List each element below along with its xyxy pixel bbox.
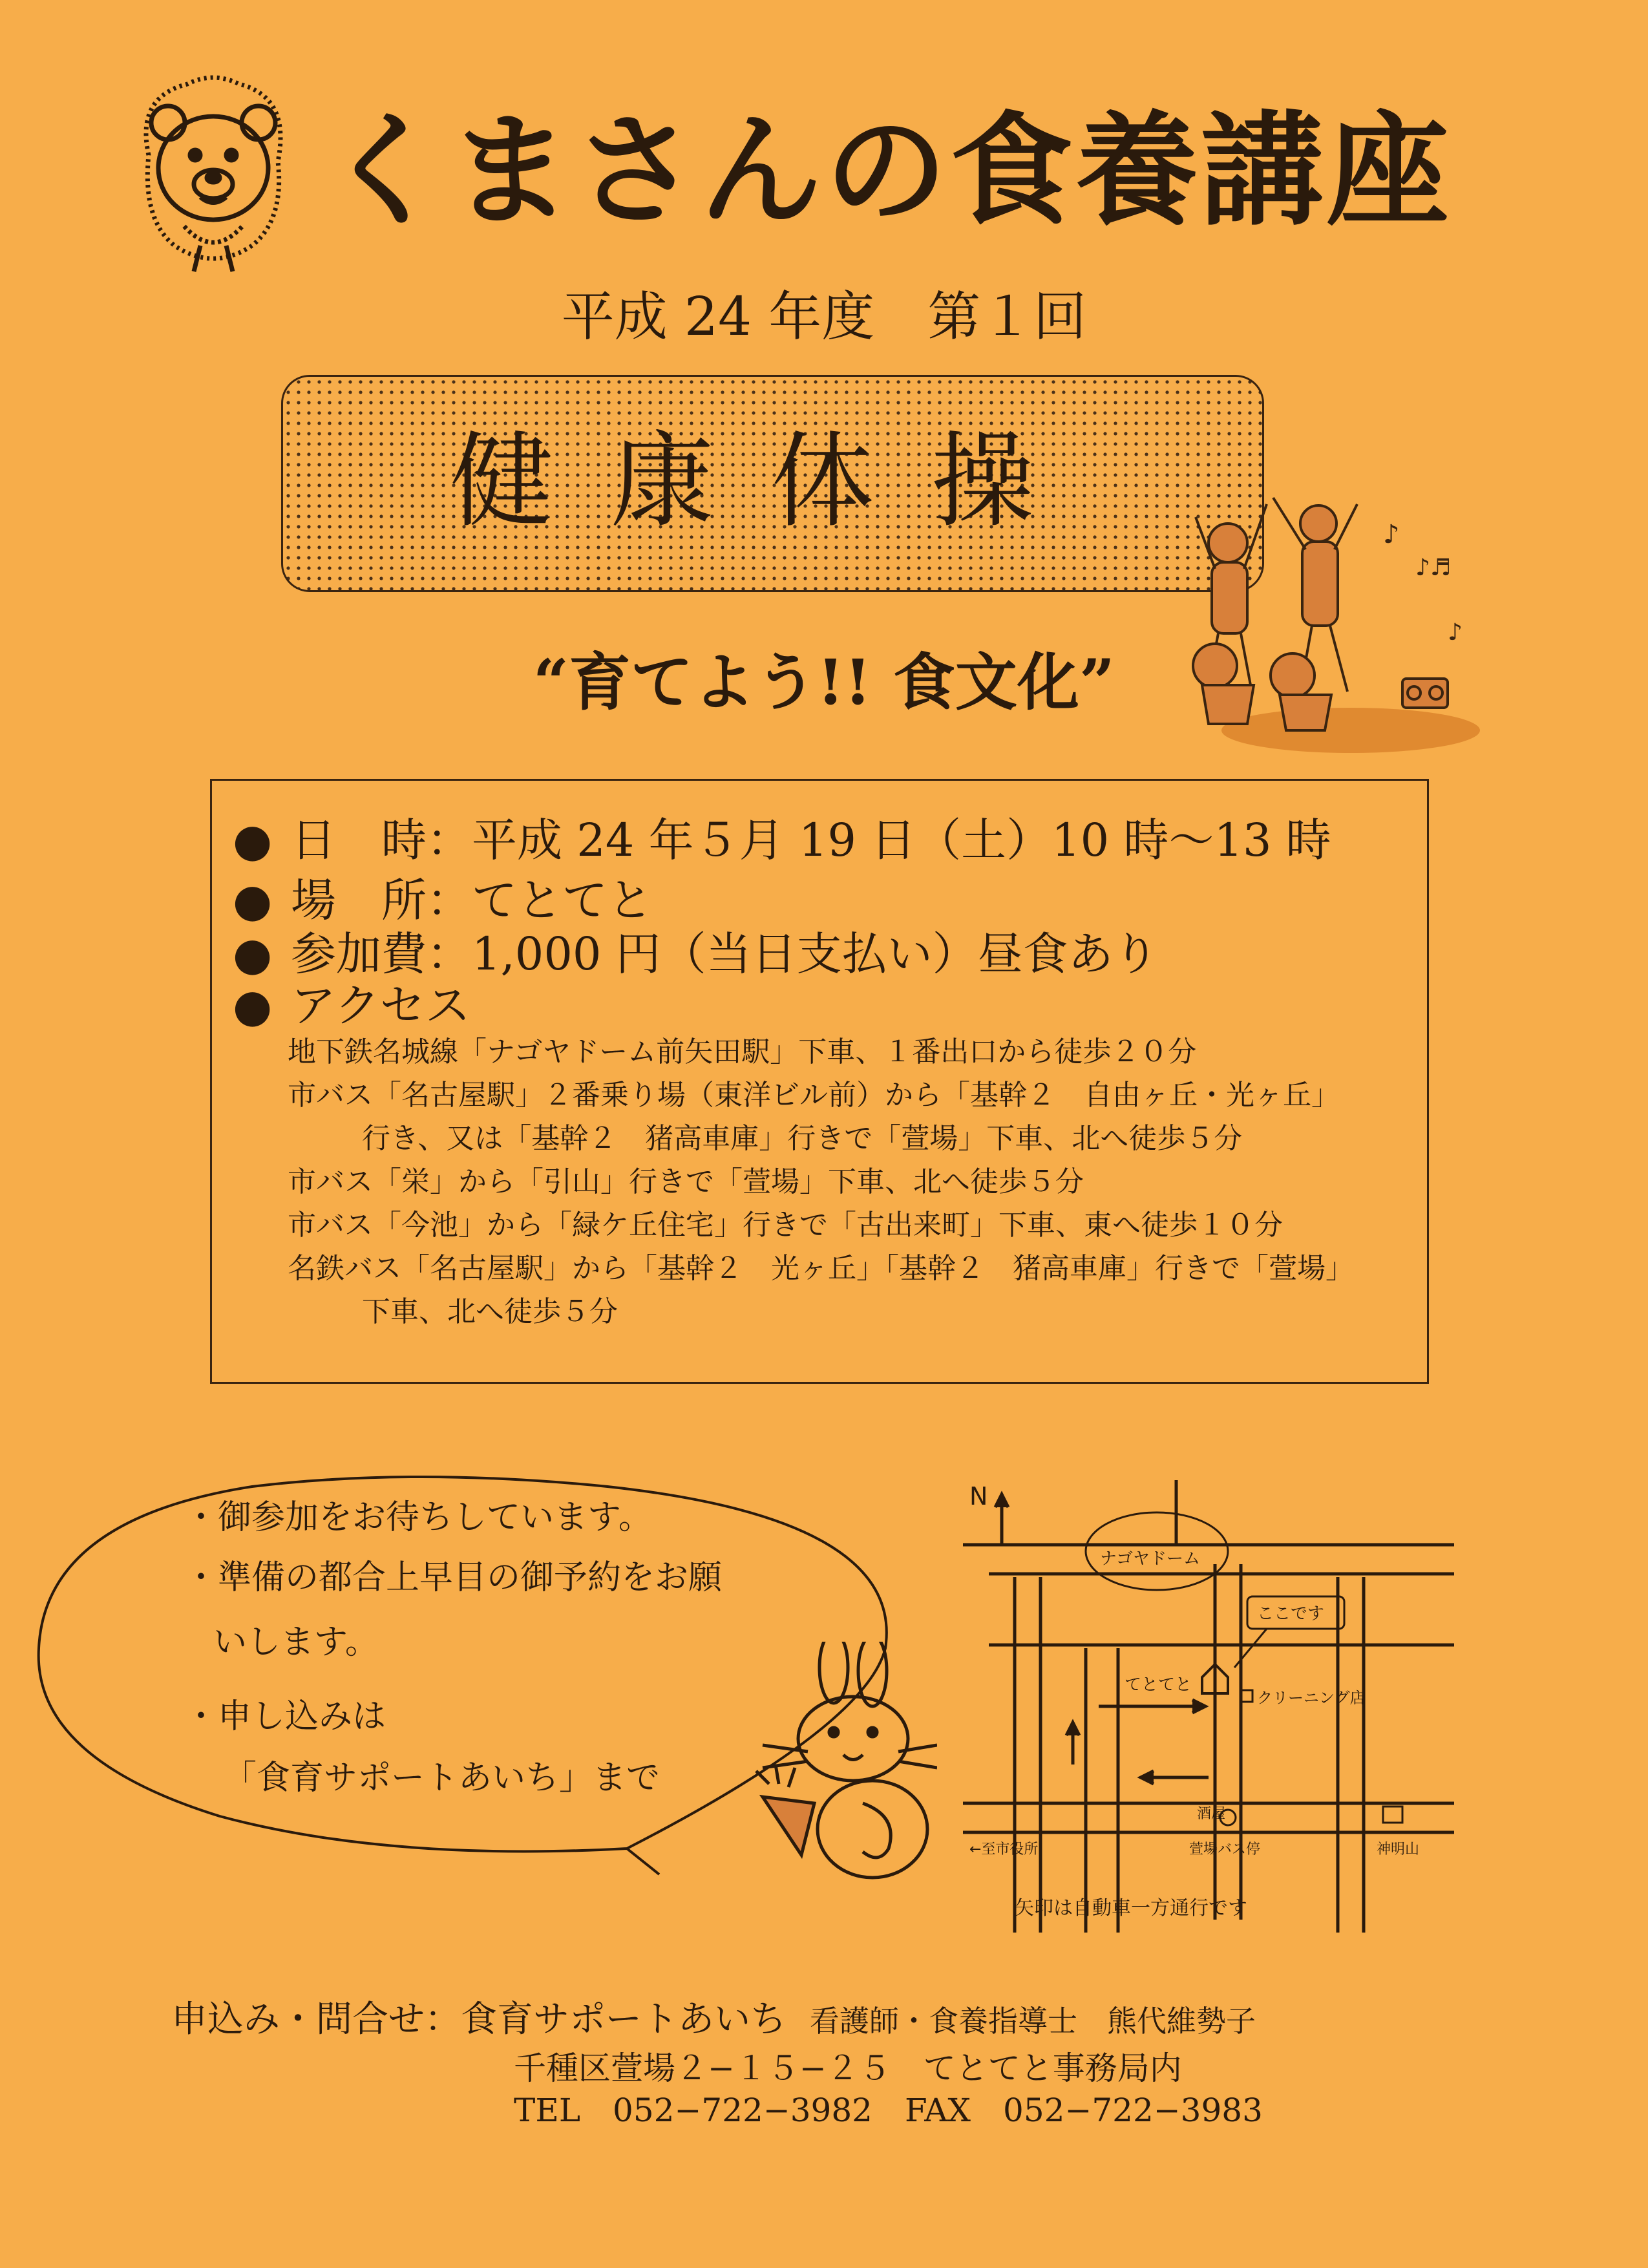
session-subtitle: 平成 24 年度 第１回: [561, 286, 1087, 348]
info-fee: [233, 927, 1159, 980]
contact-phone: TEL 052−722−3982 FAX 052−722−3983: [514, 2092, 1263, 2129]
bullet: ●: [233, 874, 273, 927]
map-liquor-label: 酒屋: [1197, 1806, 1226, 1822]
map-caption: 矢印は自動車一方通行です: [1015, 1897, 1247, 1920]
bear-logo: [123, 71, 304, 284]
access-line: 行き、又は「基幹２ 猪高車庫」行きで「萱場」下車、北へ徒歩５分: [362, 1122, 1243, 1155]
note-line: ・御参加をお待ちしています。: [184, 1498, 652, 1537]
event-title: 健康体操: [450, 421, 1092, 542]
contact-label: 申込み・問合せ：食育サポートあいち: [171, 1998, 787, 2040]
map-shrine-label: 神明山: [1377, 1841, 1420, 1858]
info-datetime: [233, 814, 1331, 867]
contact-person: 看護師・食養指導士 熊代維勢子: [810, 2004, 1256, 2039]
map-dome-label: ナゴヤドーム: [1100, 1549, 1200, 1569]
map-cleaning-label: クリーニング店: [1257, 1689, 1366, 1707]
map-tetote-label: てとてと: [1125, 1675, 1192, 1695]
info-access-heading: [233, 979, 470, 1032]
page-title: くまさんの食養講座: [323, 100, 1452, 242]
access-line: 名鉄バス「名古屋駅」から「基幹２ 光ヶ丘」「基幹２ 猪高車庫」行きで「萱場」: [288, 1252, 1354, 1285]
map-north-label: N: [969, 1482, 988, 1510]
info-venue: [233, 874, 653, 927]
info-venue-text: 場 所：てとてと: [291, 874, 653, 927]
bullet: ●: [233, 927, 273, 980]
info-access-heading-text: アクセス: [291, 979, 470, 1032]
map-city-hall-label: ←至市役所: [969, 1841, 1039, 1858]
map-bus-stop-label: 萱場バス停: [1189, 1841, 1261, 1858]
info-fee-text: 参加費：1,000 円（当日支払い）昼食あり: [291, 927, 1159, 980]
rabbit-illustration: [750, 1642, 937, 1887]
note-line: ・申し込みは: [184, 1697, 386, 1736]
access-line: 市バス「今池」から「緑ケ丘住宅」行きで「古出来町」下車、東へ徒歩１０分: [288, 1209, 1283, 1242]
svg-text:♪: ♪: [1383, 520, 1400, 549]
info-datetime-text: 日 時：平成 24 年５月 19 日（土）10 時～13 時: [291, 814, 1331, 867]
note-line: いします。: [213, 1623, 379, 1662]
contact-line: [171, 1991, 1256, 2042]
map-here-label: ここです: [1257, 1604, 1325, 1624]
access-line: 下車、北へ徒歩５分: [362, 1295, 618, 1328]
svg-text:♪♬: ♪♬: [1415, 555, 1452, 581]
note-line: ・準備の都合上早目の御予約をお願: [184, 1558, 723, 1597]
bullet: ●: [233, 979, 273, 1032]
slogan: “育てよう!! 食文化”: [533, 646, 1115, 719]
contact-address: 千種区萱場２−１５−２５ てとてと事務局内: [514, 2050, 1182, 2087]
access-line: 市バス「名古屋駅」２番乗り場（東洋ビル前）から「基幹２ 自由ヶ丘・光ヶ丘」: [288, 1079, 1340, 1112]
access-map: [963, 1480, 1454, 1933]
access-line: 地下鉄名城線「ナゴヤドーム前矢田駅」下車、１番出口から徒歩２０分: [288, 1035, 1197, 1068]
note-line: 「食育サポートあいち」まで: [223, 1759, 660, 1797]
svg-text:♪: ♪: [1448, 619, 1463, 646]
access-line: 市バス「栄」から「引山」行きで「萱場」下車、北へ徒歩５分: [288, 1165, 1084, 1198]
bullet: ●: [233, 814, 273, 867]
